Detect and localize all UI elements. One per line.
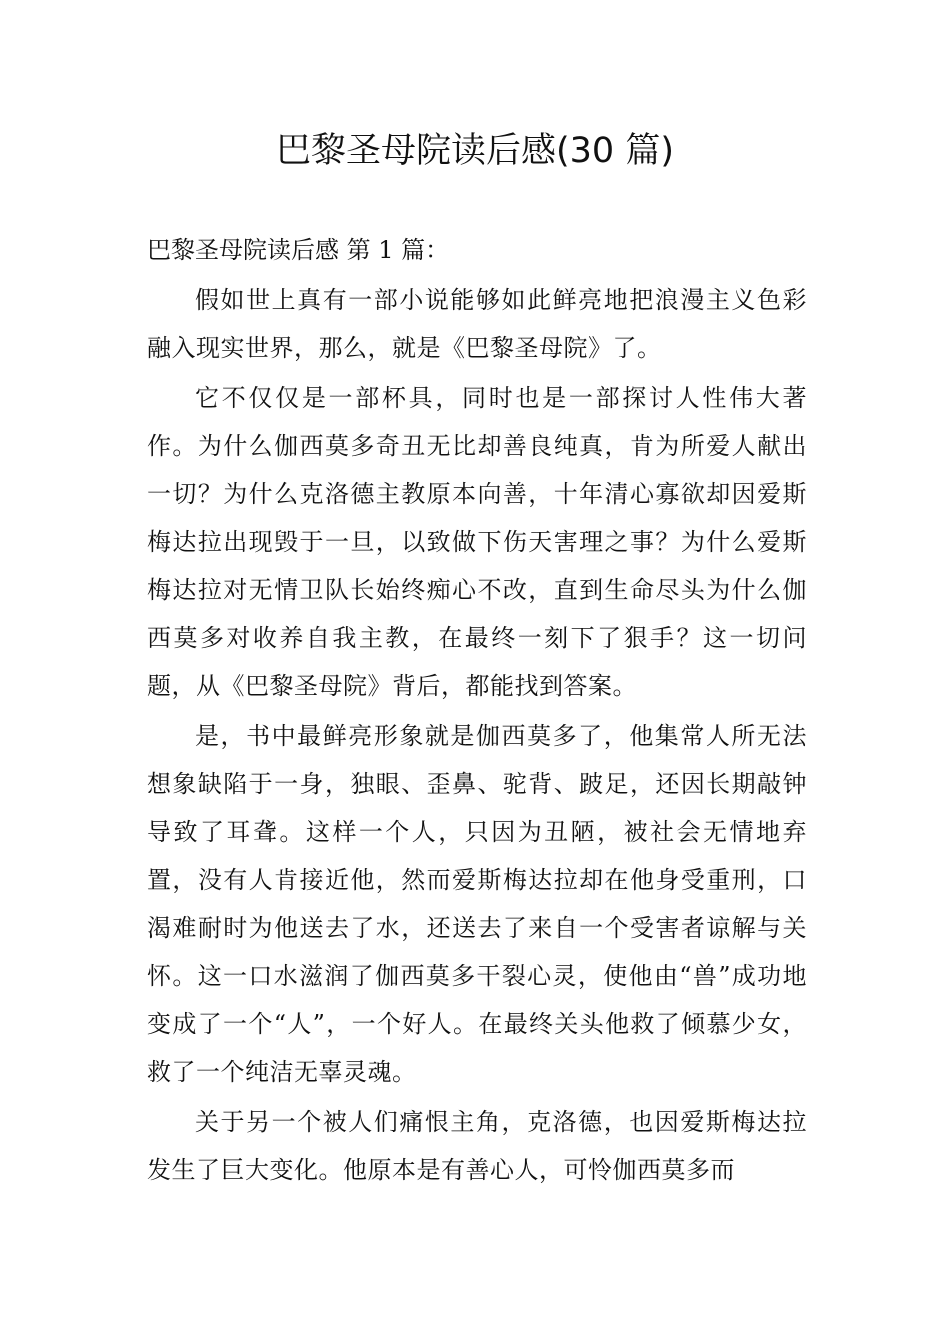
document-title: 巴黎圣母院读后感(30 篇) <box>276 131 674 171</box>
section-heading: 巴黎圣母院读后感 第 1 篇： <box>147 236 450 264</box>
paragraph-4: 关于另一个被人们痛恨主角，克洛德，也因爱斯梅达拉发生了巨大变化。他原本是有善心人，可怜伽西莫多而 <box>147 1108 807 1184</box>
paragraph-2: 它不仅仅是一部杯具，同时也是一部探讨人性伟大著作。为什么伽西莫多奇丑无比却善良纯真，肯为所爱人献出一切？为什么克洛德主教原本向善，十年清心寡欲却因爱斯梅达拉出现毁于一旦，以致做下伤天害理之事？为什么爱斯梅达拉对无情卫队长始终痴心不改，直到生命尽头为什么伽西莫多对收养自我主教，在最终一刻下了狠手？这一切问题，从《巴黎圣母院》背后，都能找到答案。 <box>147 384 807 700</box>
paragraph-3: 是，书中最鲜亮形象就是伽西莫多了，他集常人所无法想象缺陷于一身，独眼、歪鼻、驼背、跛足，还因长期敲钟导致了耳聋。这样一个人，只因为丑陋，被社会无情地弃置，没有人肯接近他，然而爱斯梅达拉却在他身受重刑，口渴难耐时为他送去了水，还送去了来自一个受害者谅解与关怀。这一口水滋润了伽西莫多干裂心灵，使他由“兽”成功地变成了一个“人”，一个好人。在最终关头他救了倾慕少女，救了一个纯洁无辜灵魂。 <box>147 722 807 1086</box>
document-body <box>147 226 807 1196</box>
paragraph-1: 假如世上真有一部小说能够如此鲜亮地把浪漫主义色彩融入现实世界，那么，就是《巴黎圣母院》了。 <box>147 286 807 362</box>
